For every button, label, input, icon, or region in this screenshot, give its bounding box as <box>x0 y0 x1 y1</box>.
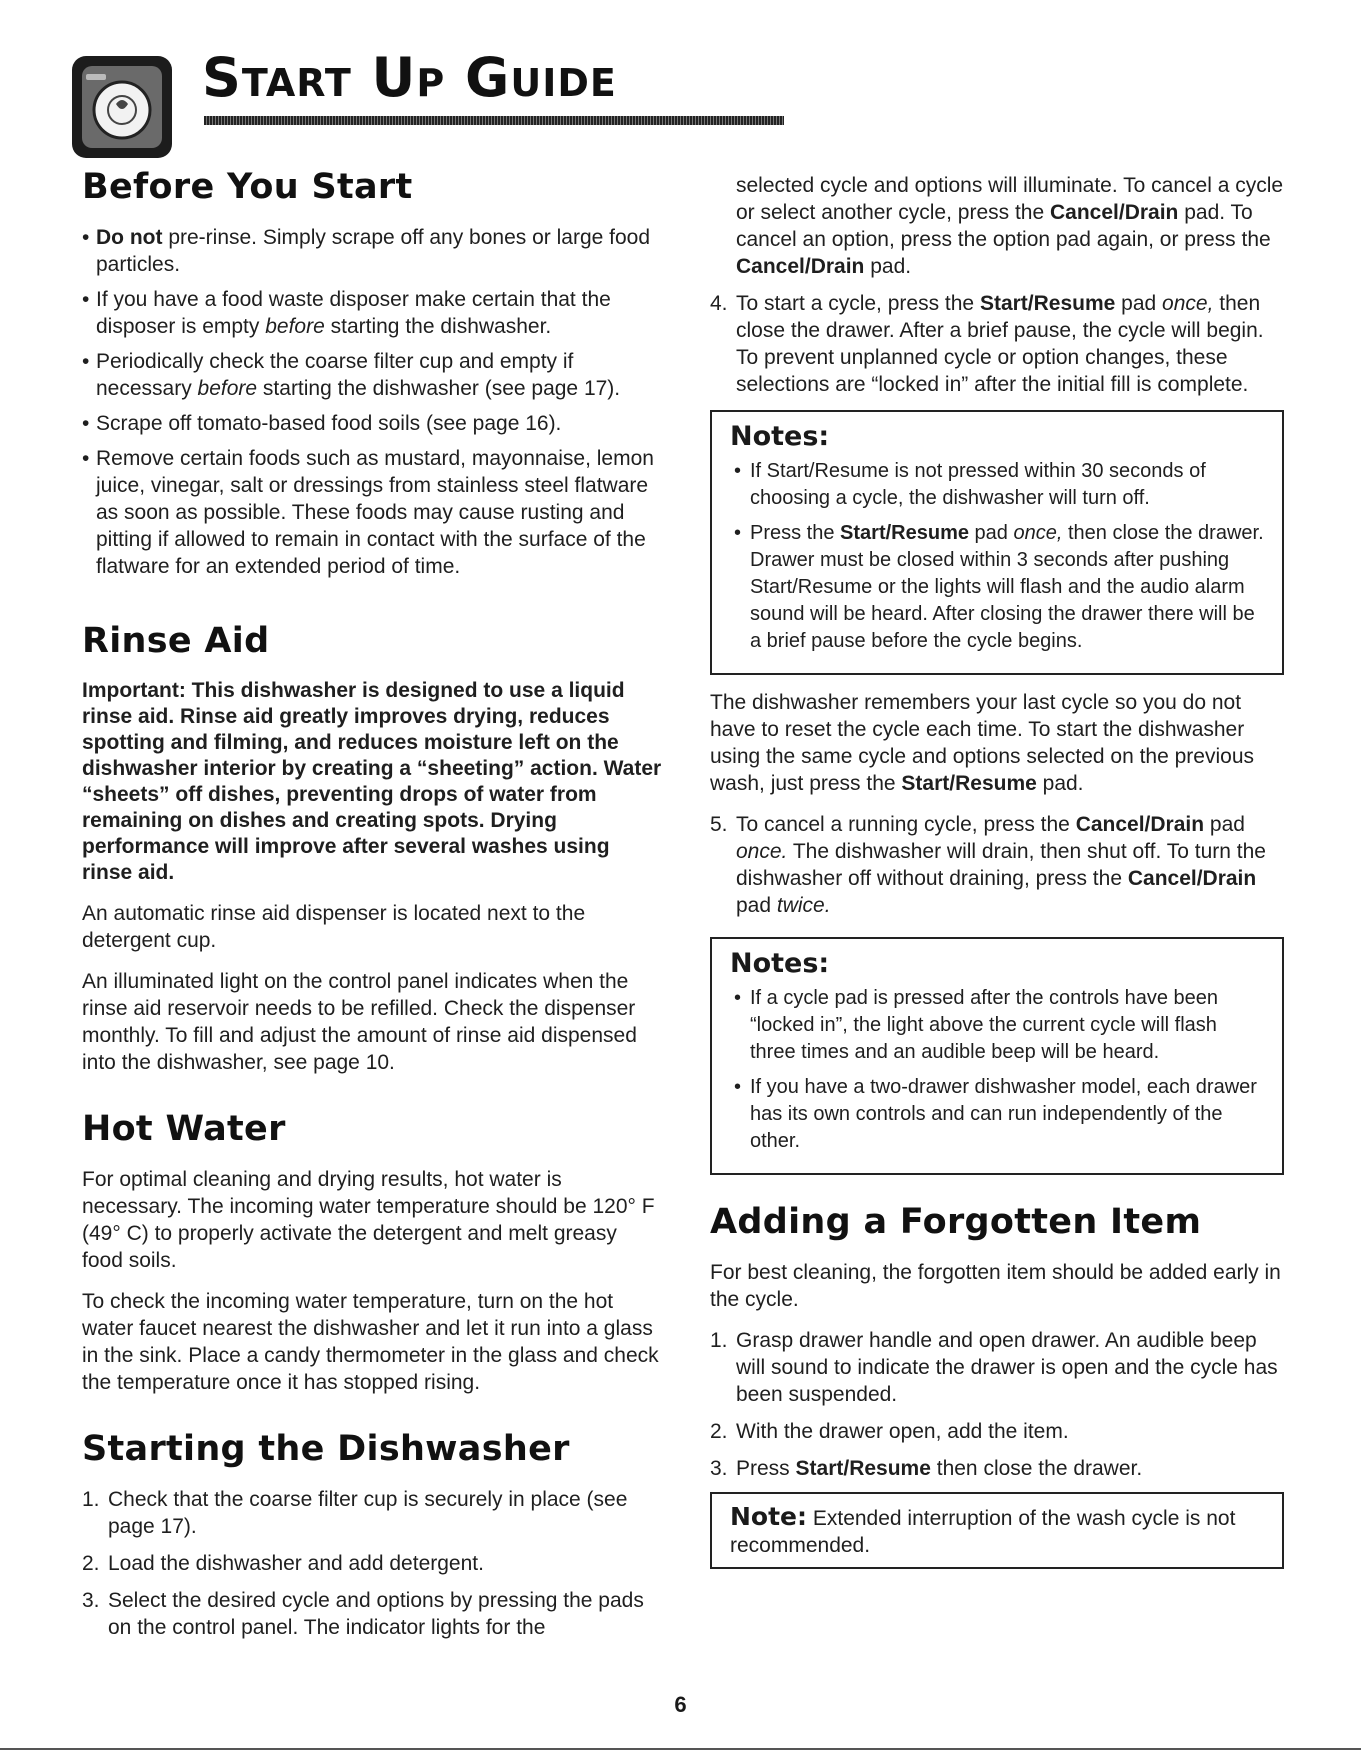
list-item: 1. Grasp drawer handle and open drawer. An audible beep will sound to indicate the drawer is open and the cycle has been suspended. <box>710 1329 1278 1406</box>
right-column <box>710 172 1284 1601</box>
page-title: Start Up Guide <box>202 46 617 109</box>
step-continuation: selected cycle and options will illuminate. To cancel a cycle or select another cycle, press the Cancel/Drain pad. To cancel an option, press the option pad again, or press the Cancel/Drain pad. <box>736 174 1284 278</box>
section-heading: Starting the Dishwasher <box>82 1429 570 1469</box>
list-item: • Scrape off tomato-based food soils (see page 16). <box>82 410 662 437</box>
paragraph: To check the incoming water temperature, turn on the hot water faucet nearest the dishwasher and let it run into a glass in the sink. Place a candy thermometer in the glass and check the temperature once it has stopped rising. <box>82 1290 659 1394</box>
steps-list <box>710 811 1284 919</box>
notes-box <box>710 410 1284 675</box>
list-item: • Periodically check the coarse filter cup and empty if necessary before starting the dishwasher (see page 17). <box>82 348 662 402</box>
hot-water-section <box>82 1108 662 1396</box>
title-underline <box>204 116 784 125</box>
note-box <box>710 1492 1284 1569</box>
before-you-start-section <box>82 166 662 580</box>
list-item: 5. To cancel a running cycle, press the Cancel/Drain pad once. The dishwasher will drain, then shut off. To turn the dishwasher off without draining, press the Cancel/Drain pad twice. <box>710 813 1266 917</box>
paragraph: The dishwasher remembers your last cycle so you do not have to reset the cycle each time. To start the dishwasher using the same cycle and options selected on the previous wash, just press the Start/Resume pad. <box>710 691 1255 795</box>
list-item: 1. Check that the coarse filter cup is securely in place (see page 17). <box>82 1488 628 1538</box>
page-header <box>70 40 750 140</box>
section-heading: Adding a Forgotten Item <box>710 1202 1202 1242</box>
notes-box <box>710 937 1284 1175</box>
list-item: 2. With the drawer open, add the item. <box>710 1420 1069 1443</box>
list-item: 4. To start a cycle, press the Start/Resume pad once, then close the drawer. After a brief pause, the cycle will begin. To prevent unplanned cycle or option changes, these selections are “locked in” after the initial fill is complete. <box>710 292 1264 396</box>
list-item: • Do not pre-rinse. Simply scrape off any bones or large food particles. <box>82 224 662 278</box>
list-item: • Remove certain foods such as mustard, mayonnaise, lemon juice, vinegar, salt or dressings from stainless steel flatware as soon as possible. These foods may cause rusting and pitting if allowed to remain in contact with the surface of the flatware for an extended period of time. <box>82 445 662 580</box>
tips-list <box>82 224 662 580</box>
forgotten-item-section <box>710 1201 1284 1569</box>
list-item: • If you have a food waste disposer make certain that the disposer is empty before starting the dishwasher. <box>82 286 662 340</box>
note-label: Note: <box>730 1502 808 1531</box>
left-column <box>82 166 662 1651</box>
bottom-rule <box>0 1748 1361 1750</box>
dishwasher-icon <box>70 52 176 162</box>
note-item: • If a cycle pad is pressed after the controls have been “locked in”, the light above the current cycle will flash three times and an audible beep will be heard. <box>730 985 1266 1066</box>
note-item: • If you have a two-drawer dishwasher model, each drawer has its own controls and can run independently of the other. <box>730 1074 1266 1155</box>
paragraph: For best cleaning, the forgotten item should be added early in the cycle. <box>710 1261 1281 1311</box>
starting-section <box>82 1428 662 1641</box>
steps-list <box>710 1327 1284 1482</box>
page-number: 6 <box>674 1692 687 1717</box>
note-text: Extended interruption of the wash cycle is not recommended. <box>730 1507 1236 1557</box>
section-heading: Rinse Aid <box>82 621 270 661</box>
paragraph: For optimal cleaning and drying results, hot water is necessary. The incoming water temperature should be 120° F (49° C) to properly activate the detergent and melt greasy food soils. <box>82 1168 655 1272</box>
section-heading: Hot Water <box>82 1109 286 1149</box>
list-item: 3. Press Start/Resume then close the drawer. <box>710 1457 1143 1480</box>
note-item: • If Start/Resume is not pressed within 30 seconds of choosing a cycle, the dishwasher will turn off. <box>730 458 1266 512</box>
notes-title: Notes: <box>730 421 830 452</box>
important-notice: Important: This dishwasher is designed to use a liquid rinse aid. Rinse aid greatly improves drying, reduces spotting and filming, and reduces moisture left on the dishwasher interior by creating a “sheeting” action. Water “sheets” off dishes, preventing drops of water from remaining on dishes and creating spots. Drying performance will improve after several washes using rinse aid. <box>82 679 662 884</box>
list-item: 2. Load the dishwasher and add detergent. <box>82 1552 484 1575</box>
steps-list <box>710 290 1284 398</box>
note-item: • Press the Start/Resume pad once, then close the drawer. Drawer must be closed within 3 seconds after pushing Start/Resume or the lights will flash and the audio alarm sound will be heard. After closing the drawer there will be a brief pause before the cycle begins. <box>730 520 1266 655</box>
paragraph: An automatic rinse aid dispenser is located next to the detergent cup. <box>82 902 586 952</box>
paragraph: An illuminated light on the control panel indicates when the rinse aid reservoir needs to be refilled. Check the dispenser monthly. To fill and adjust the amount of rinse aid dispensed into the dishwasher, see page 10. <box>82 970 637 1074</box>
steps-list <box>82 1486 662 1641</box>
list-item: 3. Select the desired cycle and options by pressing the pads on the control panel. The indicator lights for the <box>82 1589 644 1639</box>
rinse-aid-section <box>82 620 662 1076</box>
section-heading: Before You Start <box>82 167 413 207</box>
notes-title: Notes: <box>730 948 830 979</box>
